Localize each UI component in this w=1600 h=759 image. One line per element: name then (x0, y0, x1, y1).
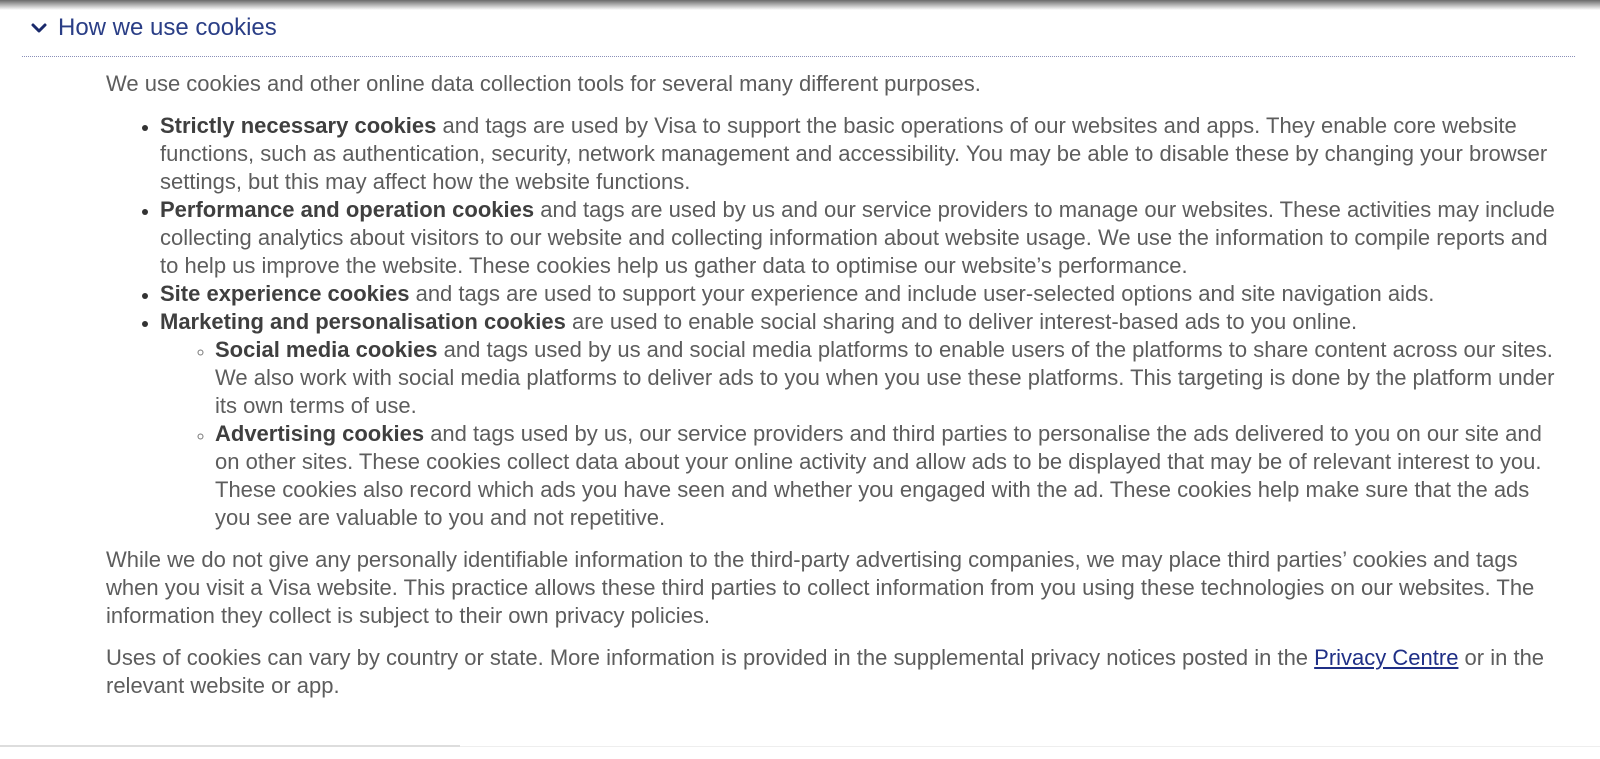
item-heading: Marketing and personalisation cookies (160, 309, 566, 334)
cookie-types-list (106, 112, 1566, 532)
sublist-item-social-media (215, 336, 1566, 420)
subitem-text: and tags used by us, our service providers and third parties to personalise the ads delivered to you on our site and on other sites. These cookies collect data about your online activity and allow ads to be displayed that may be of relevant interest to you. These cookies also record which ads you have seen and whether you engaged with the ad. These cookies help make sure that the ads you see are valuable to you and not repetitive. (215, 421, 1542, 530)
item-text: and tags are used by Visa to support the basic operations of our websites and apps. They enable core website functions, such as authentication, security, network management and accessibility. You may be able to disable these by changing your browser settings, but this may affect how the website functions. (160, 113, 1548, 194)
accordion-header[interactable] (22, 10, 1575, 46)
subitem-text: and tags used by us and social media platforms to enable users of the platforms to share content across our sites. We also work with social media platforms to deliver ads to you when you use these platforms. This targeting is done by the platform under its own terms of use. (215, 337, 1555, 418)
chevron-down-icon[interactable] (20, 16, 58, 40)
list-item-strictly-necessary (160, 112, 1566, 196)
accordion-divider (22, 56, 1575, 57)
item-text: and tags are used to support your experience and include user-selected options and site navigation aids. (409, 281, 1435, 306)
third-party-paragraph: While we do not give any personally identifiable information to the third-party advertising companies, we may place third parties’ cookies and tags when you visit a Visa website. This practice allows these third parties to collect information from you using these technologies on our websites. The information they collect is subject to their own privacy policies. (106, 547, 1535, 628)
subitem-heading: Social media cookies (215, 337, 438, 362)
list-item-performance (160, 196, 1566, 280)
privacy-centre-link[interactable]: Privacy Centre (1314, 645, 1459, 670)
list-item-marketing (160, 308, 1566, 532)
item-text: are used to enable social sharing and to deliver interest-based ads to you online. (565, 309, 1358, 334)
country-text-before: Uses of cookies can vary by country or state. More information is provided in the supplemental privacy notices posted in the (106, 645, 1315, 670)
country-text-after: or in the relevant website or app. (106, 645, 1545, 698)
item-heading: Strictly necessary cookies (160, 113, 437, 138)
bottom-divider-light (460, 746, 1600, 747)
bottom-divider (0, 745, 460, 747)
list-item-site-experience (160, 280, 1566, 308)
item-heading: Site experience cookies (160, 281, 410, 306)
sublist-item-advertising (215, 420, 1566, 532)
top-shadow (0, 0, 1600, 10)
marketing-sublist (160, 336, 1566, 532)
subitem-heading: Advertising cookies (215, 421, 425, 446)
accordion-content (106, 70, 1566, 700)
accordion-title[interactable]: How we use cookies (58, 14, 277, 41)
intro-paragraph: We use cookies and other online data collection tools for several many different purposes. (106, 71, 981, 96)
country-paragraph (106, 644, 1566, 700)
item-heading: Performance and operation cookies (160, 197, 535, 222)
item-text: and tags are used by us and our service providers to manage our websites. These activities may include collecting analytics about visitors to our website and collecting information about website usage. We use the information to compile reports and to help us improve the website. These cookies help us gather data to optimise our website’s performance. (160, 197, 1555, 278)
cookies-accordion (22, 10, 1575, 57)
